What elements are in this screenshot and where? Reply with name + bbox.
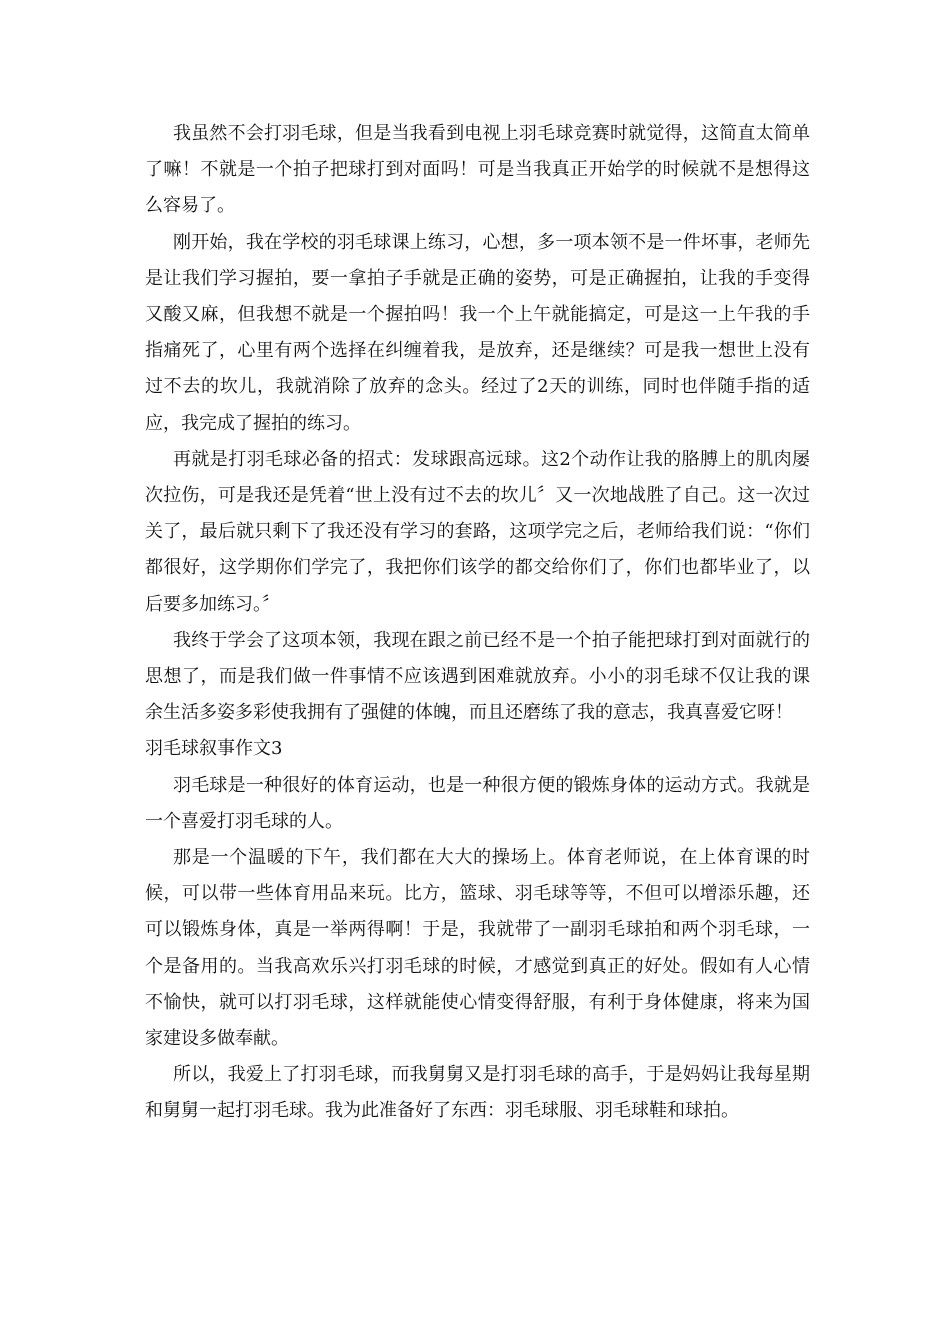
paragraph: 刚开始，我在学校的羽毛球课上练习，心想，多一项本领不是一件坏事，老师先是让我们学习握拍，要一拿拍子手就是正确的姿势，可是正确握拍，让我的手变得又酸又麻，但我想不就是一个握拍吗！我一个上午就能搞定，可是这一上午我的手指痛死了，心里有两个选择在纠缠着我，是放弃，还是继续？可是我一想世上没有过不去的坎儿，我就消除了放弃的念头。经过了2天的训练，同时也伴随手指的适应，我完成了握拍的练习。 [145, 231, 810, 434]
paragraph: 再就是打羽毛球必备的招式：发球跟高远球。这2个动作让我的胳膊上的肌肉屡次拉伤，可是我还是凭着“世上没有过不去的坎儿〞又一次地战胜了自己。这一次过关了，最后就只剩下了我还没有学习的套路，这项学完之后，老师给我们说：“你们都很好，这学期你们学完了，我把你们该学的都交给你们了，你们也都毕业了，以后要多加练习。〞 [145, 448, 810, 615]
paragraph: 所以，我爱上了打羽毛球，而我舅舅又是打羽毛球的高手，于是妈妈让我每星期和舅舅一起打羽毛球。我为此准备好了东西：羽毛球服、羽毛球鞋和球拍。 [145, 1064, 810, 1122]
paragraph: 我终于学会了这项本领，我现在跟之前已经不是一个拍子能把球打到对面就行的思想了，而是我们做一件事情不应该遇到困难就放弃。小小的羽毛球不仅让我的课余生活多姿多彩使我拥有了强健的体魄，而且还磨练了我的意志，我真喜爱它呀！ [145, 629, 810, 724]
document-body [145, 116, 810, 1130]
section-title: 羽毛球叙事作文3 [145, 738, 283, 760]
paragraph: 我虽然不会打羽毛球，但是当我看到电视上羽毛球竞赛时就觉得，这简直太简单了嘛！不就是一个拍子把球打到对面吗！可是当我真正开始学的时候就不是想得这么容易了。 [145, 123, 810, 217]
paragraph: 那是一个温暖的下午，我们都在大大的操场上。体育老师说，在上体育课的时候，可以带一些体育用品来玩。比方，篮球、羽毛球等等，不但可以增添乐趣，还可以锻炼身体，真是一举两得啊！于是，我就带了一副羽毛球拍和两个羽毛球，一个是备用的。当我高欢乐兴打羽毛球的时候，才感觉到真正的好处。假如有人心情不愉快，就可以打羽毛球，这样就能使心情变得舒服，有利于身体健康，将来为国家建设多做奉献。 [145, 847, 810, 1050]
paragraph: 羽毛球是一种很好的体育运动，也是一种很方便的锻炼身体的运动方式。我就是一个喜爱打羽毛球的人。 [145, 774, 810, 832]
